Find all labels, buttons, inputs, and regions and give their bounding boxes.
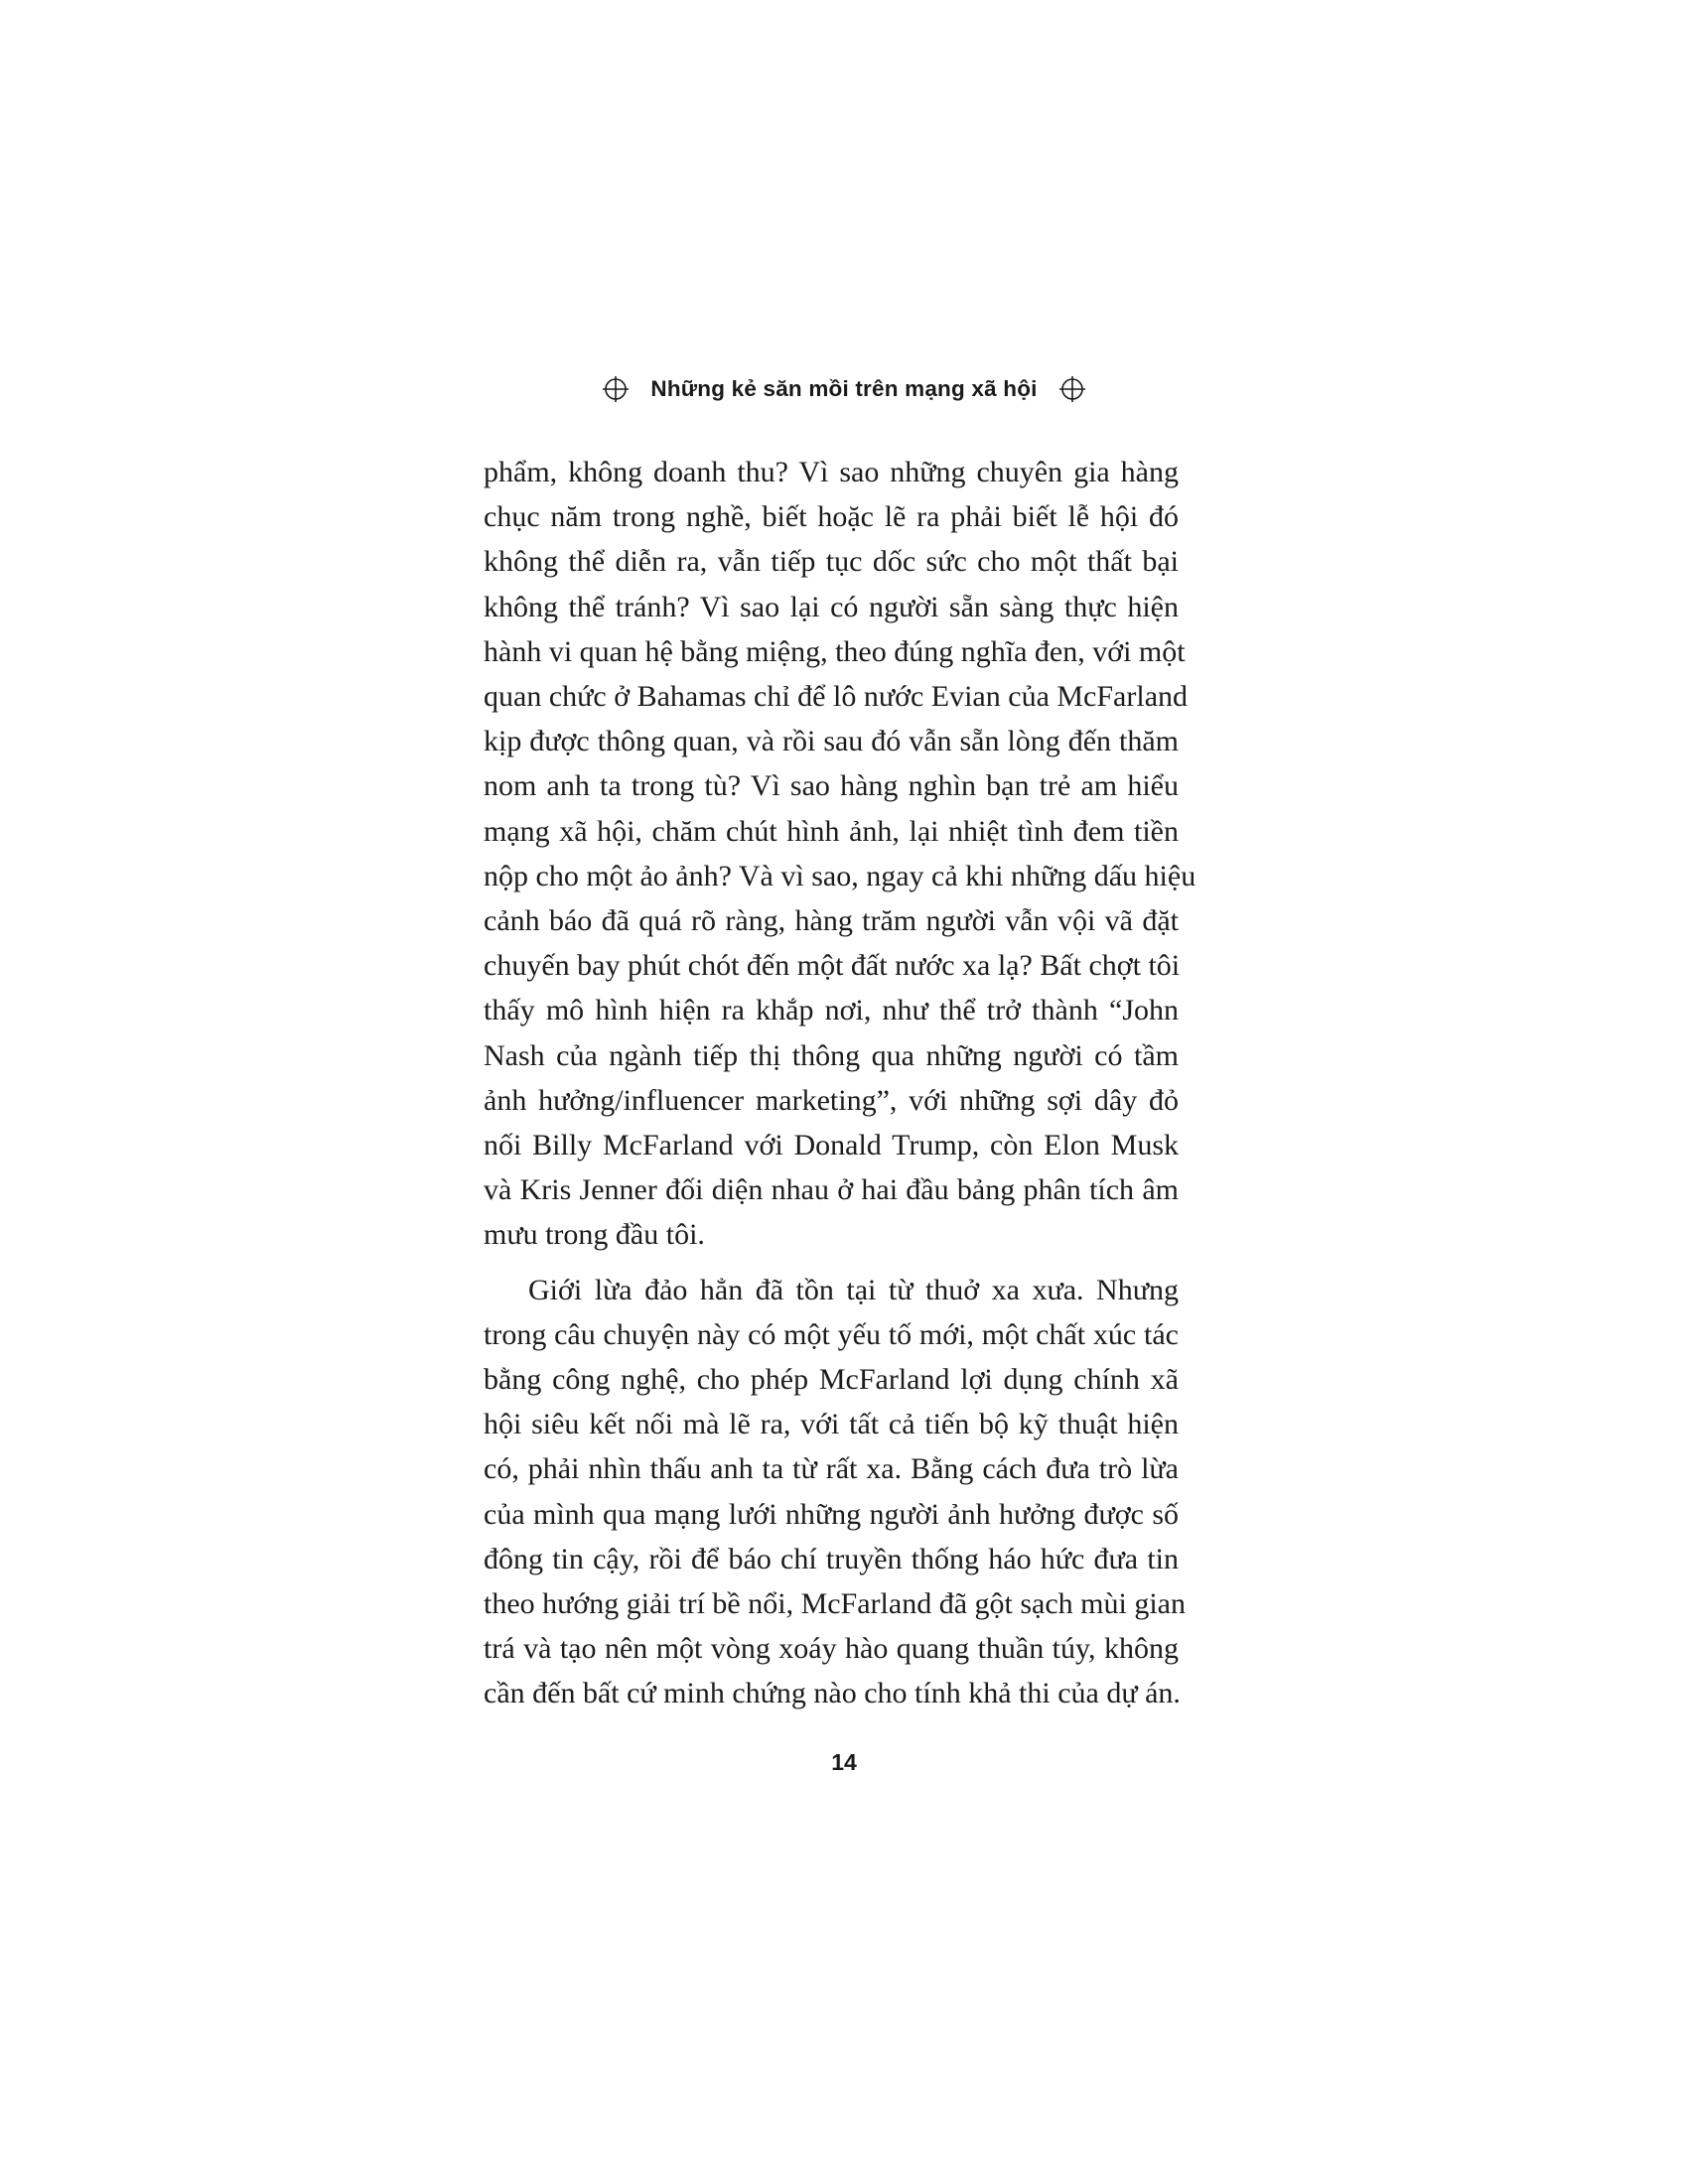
text-line: kịp được thông quan, và rồi sau đó vẫn sẵn lòng đến thăm — [484, 725, 1179, 758]
running-header — [0, 369, 1688, 409]
text-line: nối Billy McFarland với Donald Trump, còn Elon Musk — [484, 1129, 1179, 1162]
text-line: mạng xã hội, chăm chút hình ảnh, lại nhiệt tình đem tiền — [484, 814, 1179, 848]
text-line: mưu trong đầu tôi. — [484, 1218, 705, 1252]
text-line: Giới lừa đảo hẳn đã tồn tại từ thuở xa xưa. Nhưng — [528, 1273, 1179, 1306]
paragraph — [484, 1268, 1186, 1716]
text-line: theo hướng giải trí bề nổi, McFarland đã gột sạch mùi gian — [484, 1587, 1186, 1621]
text-line: Nash của ngành tiếp thị thông qua những người có tầm — [484, 1038, 1179, 1072]
page-number: 14 — [831, 1749, 857, 1775]
text-line: ảnh hưởng/influencer marketing”, với những sợi dây đỏ — [484, 1083, 1179, 1117]
text-line: quan chức ở Bahamas chỉ để lô nước Evian của McFarland — [484, 680, 1189, 714]
text-line: nộp cho một ảo ảnh? Và vì sao, ngay cả khi những dấu hiệu — [484, 859, 1196, 892]
text-line: và Kris Jenner đối diện nhau ở hai đầu bảng phân tích âm — [484, 1173, 1179, 1207]
paragraph — [484, 450, 1196, 1258]
running-header-title: Những kẻ săn mồi trên mạng xã hội — [650, 376, 1038, 401]
text-line: nom anh ta trong tù? Vì sao hàng nghìn bạn trẻ am hiểu — [484, 769, 1179, 803]
text-line: có, phải nhìn thấu anh ta từ rất xa. Bằng cách đưa trò lừa — [484, 1452, 1179, 1486]
text-line: trá và tạo nên một vòng xoáy hào quang thuần túy, không — [484, 1632, 1179, 1666]
text-line: trong câu chuyện này có một yếu tố mới, một chất xúc tác — [484, 1317, 1179, 1351]
text-line: chuyến bay phút chót đến một đất nước xa lạ? Bất chợt tôi — [484, 949, 1181, 983]
text-line: cần đến bất cứ minh chứng nào cho tính khả thi của dự án. — [484, 1677, 1181, 1710]
text-line: thấy mô hình hiện ra khắp nơi, như thể trở thành “John — [484, 994, 1179, 1027]
text-line: hội siêu kết nối mà lẽ ra, với tất cả tiến bộ kỹ thuật hiện — [484, 1408, 1179, 1441]
text-line: chục năm trong nghề, biết hoặc lẽ ra phải biết lễ hội đó — [484, 500, 1179, 534]
paragraph-gap — [484, 1258, 1179, 1268]
text-line: hành vi quan hệ bằng miệng, theo đúng nghĩa đen, với một — [484, 634, 1186, 668]
text-line: bằng công nghệ, cho phép McFarland lợi dụng chính xã — [484, 1363, 1179, 1397]
crosshair-icon — [1059, 376, 1085, 402]
crosshair-icon — [603, 376, 629, 402]
text-line: cảnh báo đã quá rõ ràng, hàng trăm người vẫn vội vã đặt — [484, 904, 1179, 938]
text-line: không thể tránh? Vì sao lại có người sẵn sàng thực hiện — [484, 590, 1179, 623]
text-line: đông tin cậy, rồi để báo chí truyền thống háo hức đưa tin — [484, 1542, 1179, 1575]
text-line: không thể diễn ra, vẫn tiếp tục dốc sức cho một thất bại — [484, 545, 1179, 579]
text-line: của mình qua mạng lưới những người ảnh hưởng được số — [484, 1497, 1179, 1531]
body-text — [484, 450, 1196, 1716]
text-line: phẩm, không doanh thu? Vì sao những chuyên gia hàng — [484, 456, 1179, 488]
